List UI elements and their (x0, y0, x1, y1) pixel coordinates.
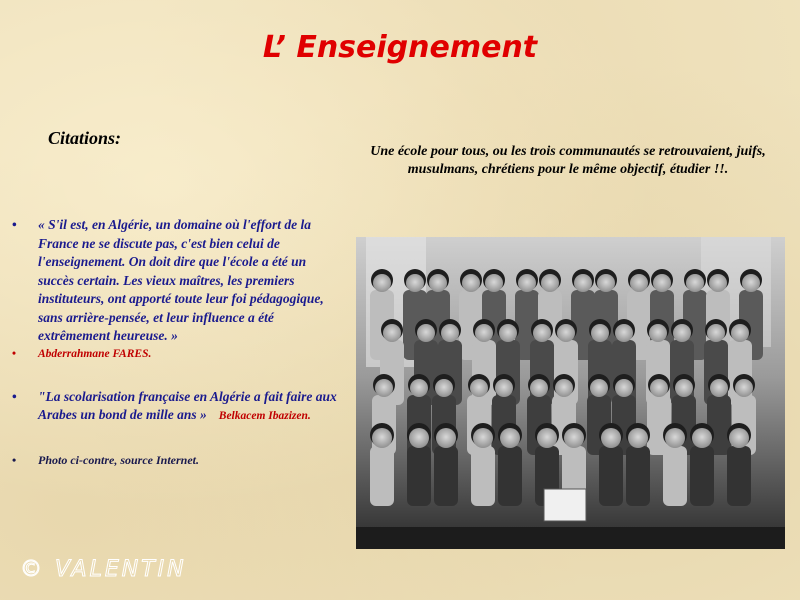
student-face (665, 428, 685, 448)
quotes-list (10, 216, 345, 468)
student-figure (707, 395, 731, 455)
student-figure (498, 446, 522, 506)
student-face (435, 379, 453, 397)
student-face (601, 428, 621, 448)
photo-caption: Une école pour tous, ou les trois communautés se retrouvaient, juifs, musulmans, chrétiens pour le même objectif, étudier !!. (370, 144, 766, 177)
student-face (709, 274, 727, 292)
student-face (630, 274, 648, 292)
student-figure (434, 446, 458, 506)
student-face (373, 274, 391, 292)
student-face (530, 379, 548, 397)
student-face (650, 379, 668, 397)
class-photo-image (356, 237, 785, 549)
student-face (372, 428, 392, 448)
student-face (686, 274, 704, 292)
student-face (555, 379, 573, 397)
student-face (470, 379, 488, 397)
student-face (591, 324, 609, 342)
class-photo (356, 237, 785, 549)
student-figure (690, 446, 714, 506)
photo-source-item (10, 452, 345, 468)
student-face (499, 324, 517, 342)
bullet-icon: • (12, 217, 17, 232)
student-figure (663, 446, 687, 506)
student-figure (727, 446, 751, 506)
bullet-icon: • (12, 388, 17, 404)
student-face (518, 274, 536, 292)
student-face (564, 428, 584, 448)
student-face (615, 324, 633, 342)
student-figure (599, 446, 623, 506)
student-face (742, 274, 760, 292)
student-face (436, 428, 456, 448)
student-face (675, 379, 693, 397)
bullet-icon: • (12, 347, 17, 360)
student-face (707, 324, 725, 342)
student-face (417, 324, 435, 342)
student-figure (370, 446, 394, 506)
student-face (429, 274, 447, 292)
student-face (375, 379, 393, 397)
student-figure (471, 446, 495, 506)
quote-item (10, 216, 345, 346)
student-face (731, 324, 749, 342)
student-figure (407, 446, 431, 506)
quote-text: "La scolarisation française en Algérie a fait faire aux Arabes un bond de mille ans » (38, 388, 337, 422)
student-face (541, 274, 559, 292)
student-face (495, 379, 513, 397)
student-face (441, 324, 459, 342)
student-face (729, 428, 749, 448)
student-face (615, 379, 633, 397)
student-face (653, 274, 671, 292)
student-face (473, 428, 493, 448)
student-face (692, 428, 712, 448)
student-face (485, 274, 503, 292)
student-face (628, 428, 648, 448)
bullet-icon: • (12, 452, 17, 467)
student-face (475, 324, 493, 342)
photo-source: Photo ci-contre, source Internet. (38, 452, 199, 467)
student-face (557, 324, 575, 342)
student-face (710, 379, 728, 397)
watermark: © VALENTIN (20, 557, 187, 582)
quote-author: Abderrahmane FARES. (38, 347, 152, 360)
student-face (409, 428, 429, 448)
student-face (406, 274, 424, 292)
student-face (574, 274, 592, 292)
student-face (410, 379, 428, 397)
student-face (537, 428, 557, 448)
student-face (462, 274, 480, 292)
citations-heading: Citations: (48, 128, 122, 148)
quote-text: « S'il est, en Algérie, un domaine où l'effort de la France ne se discute pas, c'est bien celui de l'enseignement. On doit dire que l'école a été un succès certain. Les vieux maîtres, les premiers instituteurs, ont apporté toute leur foi pédagogique, sans arrière-pensée, et leur influence a été extrêmement heureuse. » (38, 217, 324, 343)
student-face (383, 324, 401, 342)
student-face (673, 324, 691, 342)
student-face (735, 379, 753, 397)
student-face (597, 274, 615, 292)
student-face (649, 324, 667, 342)
student-figure (626, 446, 650, 506)
student-face (590, 379, 608, 397)
student-figure (647, 395, 671, 455)
student-face (533, 324, 551, 342)
quote-item (10, 388, 345, 426)
student-face (500, 428, 520, 448)
quote-author-item (10, 346, 345, 362)
page-title: L’ Enseignement (262, 30, 538, 65)
quote-author: Belkacem Ibazizen. (218, 410, 311, 422)
